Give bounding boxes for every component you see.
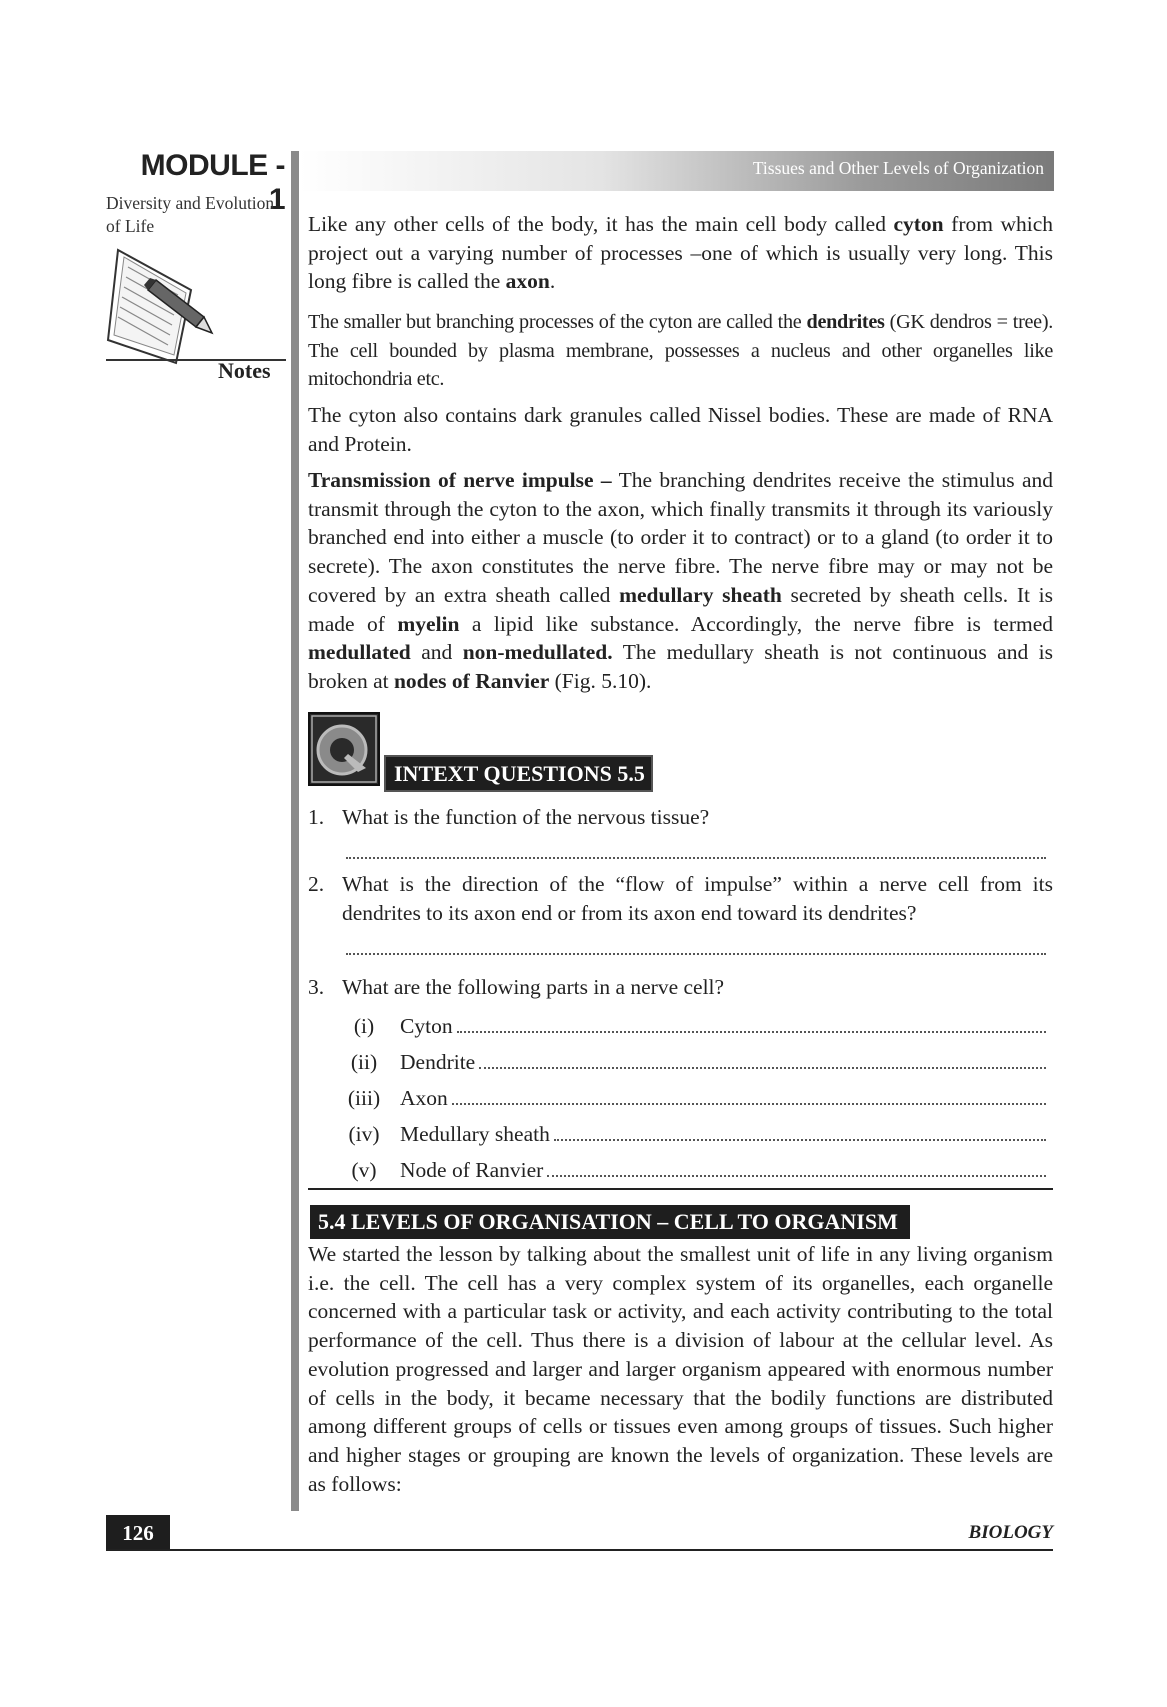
answer-line[interactable] bbox=[554, 1139, 1046, 1141]
section-heading: 5.4 LEVELS OF ORGANISATION – CELL TO ORGANISM bbox=[310, 1205, 910, 1239]
part-row bbox=[338, 1119, 1046, 1147]
part-row bbox=[338, 1011, 1046, 1039]
footer-subject: BIOLOGY bbox=[968, 1522, 1053, 1543]
question-text: What is the function of the nervous tissue? bbox=[342, 805, 710, 829]
chapter-title: Tissues and Other Levels of Organization bbox=[752, 158, 1044, 178]
paragraph-dendrites bbox=[308, 308, 1053, 394]
question-number: 3. bbox=[308, 975, 325, 999]
term-medullary-sheath: medullary sheath bbox=[619, 582, 782, 607]
part-row bbox=[338, 1047, 1046, 1075]
answer-line[interactable] bbox=[547, 1175, 1046, 1177]
part-index: (i) bbox=[353, 1014, 375, 1038]
margin-divider bbox=[291, 151, 299, 1511]
text: The branching dendrites receive the stimulus and transmit through the cyton to the axon, which finally transmits it through its variously branched end into either a muscle (to order it to contract) or to a gland (to order it to secrete). The axon constitutes the nerve fibre. The nerve fibre may or may not be covered by an extra sheath called bbox=[308, 468, 1053, 607]
page-number: 126 bbox=[106, 1515, 170, 1551]
module-subtitle: Diversity and Evolution of Life bbox=[106, 193, 275, 236]
notes-pencil-icon bbox=[106, 245, 216, 365]
paragraph-nissel bbox=[308, 401, 1053, 458]
term-dendrites: dendrites bbox=[806, 311, 885, 333]
answer-line[interactable] bbox=[479, 1067, 1046, 1069]
module-title: MODULE - 1 bbox=[140, 149, 285, 216]
part-label: Cyton bbox=[400, 1014, 453, 1038]
term-axon: axon bbox=[505, 269, 550, 294]
footer-rule bbox=[106, 1549, 1053, 1551]
answer-line[interactable] bbox=[452, 1103, 1046, 1105]
text: The medullary sheath is not continuous and is broken at bbox=[308, 640, 1053, 693]
part-label: Medullary sheath bbox=[400, 1122, 550, 1146]
term-cyton: cyton bbox=[893, 212, 944, 236]
text: The cyton also contains dark granules called Nissel bodies. These are made of RNA and Protein. bbox=[308, 403, 1053, 456]
chapter-header bbox=[299, 151, 1054, 191]
text: a lipid like substance. Accordingly, the nerve fibre is termed bbox=[459, 611, 1054, 636]
part-row bbox=[338, 1155, 1046, 1183]
text: The smaller but branching processes of the cyton are called the bbox=[308, 311, 807, 333]
text: Like any other cells of the body, it has the main cell body called bbox=[308, 212, 894, 236]
section-rule bbox=[308, 1188, 1053, 1190]
part-row bbox=[338, 1083, 1046, 1111]
text: from which project out a varying number of processes –one of which is usually very long. This long fibre is called the bbox=[308, 212, 1054, 294]
paragraph-transmission bbox=[308, 466, 1053, 696]
intext-questions-heading: INTEXT QUESTIONS 5.5 bbox=[384, 755, 653, 792]
part-label: Dendrite bbox=[400, 1050, 476, 1074]
answer-line[interactable] bbox=[346, 857, 1046, 859]
section-body: We started the lesson by talking about the smallest unit of life in any living organism i.e. the cell. The cell has a very complex system of its organelles, each organelle concerned with a particular task or activity, and each activity contributing to the total performance of the cell. Thus there is a division of labour at the cellular level. As evolution progressed and larger and larger organism appeared with enormous number of cells in the body, it became necessary that the bodily functions are distributed among different groups of cells or tissues even among groups of tissues. Such higher and higher stages or grouping are known the levels of organization. These levels are as follows: bbox=[308, 1242, 1053, 1496]
question-icon bbox=[308, 712, 380, 786]
part-label: Axon bbox=[400, 1086, 448, 1110]
question-number: 2. bbox=[308, 872, 325, 896]
text: (Fig. 5.10). bbox=[549, 668, 652, 693]
question-text: What are the following parts in a nerve cell? bbox=[342, 975, 725, 999]
answer-line[interactable] bbox=[346, 953, 1046, 955]
text: and bbox=[410, 640, 463, 665]
part-index: (iii) bbox=[347, 1086, 381, 1110]
answer-line[interactable] bbox=[457, 1031, 1046, 1033]
part-index: (v) bbox=[351, 1158, 377, 1182]
term-transmission: Transmission of nerve impulse – bbox=[308, 468, 612, 492]
text: . bbox=[549, 269, 556, 294]
question-text: What is the direction of the “flow of impulse” within a nerve cell from its dendrites to its axon end or from its axon end toward its dendrites? bbox=[342, 872, 1053, 925]
text: (GK dendros = tree). The cell bounded by plasma membrane, possesses a nucleus and other organelles like mitochondria etc. bbox=[308, 311, 1054, 391]
notes-label: Notes bbox=[218, 358, 271, 383]
part-index: (ii) bbox=[350, 1050, 378, 1074]
term-medullated: medullated bbox=[308, 640, 411, 665]
term-nodes-of-ranvier: nodes of Ranvier bbox=[393, 668, 550, 693]
term-non-medullated: non-medullated. bbox=[462, 640, 613, 665]
paragraph-cyton bbox=[308, 210, 1053, 296]
text: secreted by sheath cells. It is made of bbox=[308, 582, 1053, 636]
term-myelin: myelin bbox=[397, 611, 460, 636]
question-number: 1. bbox=[308, 805, 325, 829]
part-index: (iv) bbox=[348, 1122, 380, 1146]
part-label: Node of Ranvier bbox=[400, 1158, 544, 1182]
